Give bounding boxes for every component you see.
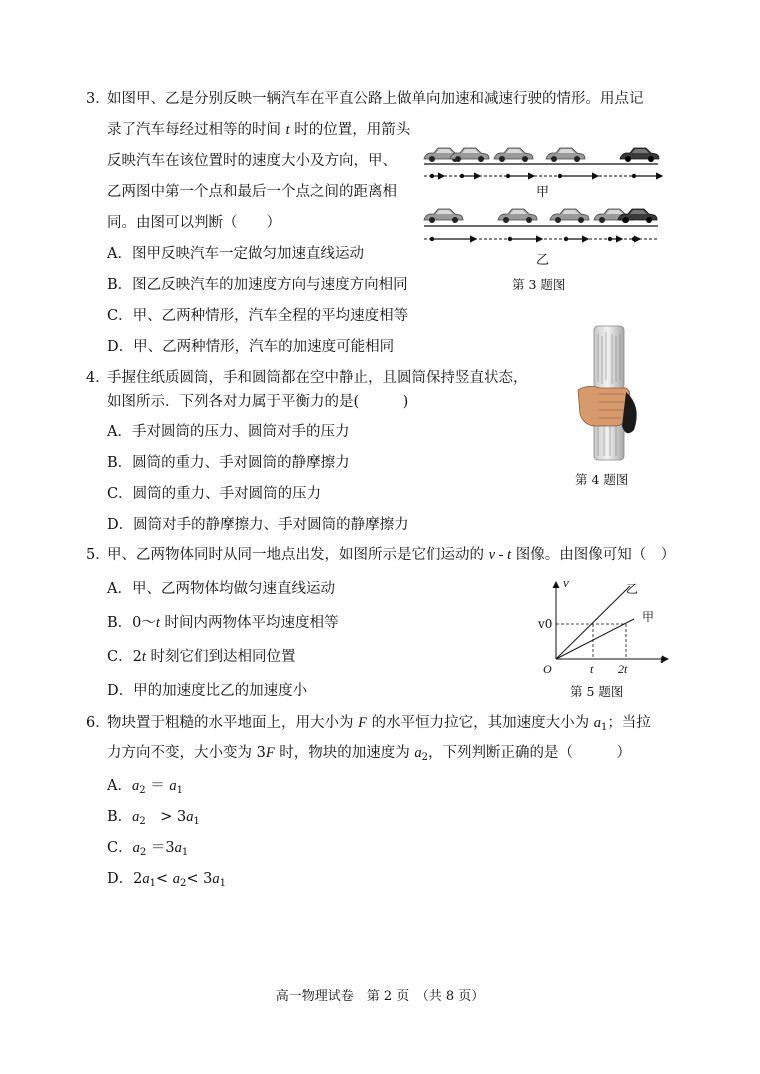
q5-graph-t-label: t <box>660 651 664 666</box>
q3-number: 3． <box>86 91 110 107</box>
q5-graph-jia-label: 甲 <box>642 610 655 624</box>
q3-option-c: C．甲、乙两种情形，汽车全程的平均速度相等 <box>107 308 409 324</box>
q5-graph-t1-label: t <box>590 662 594 676</box>
q6-option-d: D．$2a_1< a_2< 3a_1$ <box>107 871 226 889</box>
q4-option-b: B．圆筒的重力、手对圆筒的静摩擦力 <box>107 455 350 471</box>
q5-graph-t2-label: 2t <box>618 662 628 676</box>
q6-number: 6． <box>86 715 110 731</box>
q3-row-jia-cars <box>424 148 659 162</box>
q3-stem-line3: 反映汽车在该位置时的速度大小及方向，甲、 <box>107 153 397 169</box>
q4-stem-line1: 手握住纸质圆筒，手和圆筒都在空中静止，且圆筒保持竖直状态， <box>107 370 528 386</box>
q5-graph-yi-label: 乙 <box>626 582 639 596</box>
line-yi <box>556 586 630 659</box>
q4-figure <box>574 322 644 464</box>
q4-stem-line2: 如图所示．下列各对力属于平衡力的是( ) <box>107 394 409 410</box>
q3-caption: 第 3 题图 <box>512 277 566 292</box>
q6-stem-line1: 物块置于粗糙的水平地面上，用大小为 F 的水平恒力拉它，其加速度大小为 $a_1$；当拉 <box>107 715 651 733</box>
q5-graph-v0-label: v0 <box>538 617 553 631</box>
q5-option-d: D．甲的加速度比乙的加速度小 <box>107 683 308 699</box>
q3-option-a: A．图甲反映汽车一定做匀加速直线运动 <box>107 246 364 262</box>
q3-label-jia: 甲 <box>536 185 550 200</box>
q6-option-a: A．$a_2 = a_1$ <box>107 778 183 796</box>
hand <box>578 386 630 426</box>
q4-option-c: C．圆筒的重力、手对圆筒的压力 <box>107 486 322 502</box>
q5-option-b: B．0～t 时间内两物体平均速度相等 <box>107 615 339 631</box>
q3-stem-line2: 录了汽车每经过相等的时间 t 时的位置，用箭头 <box>107 122 411 138</box>
q3-label-yi: 乙 <box>536 253 550 268</box>
q5-caption: 第 5 题图 <box>570 684 624 699</box>
line-jia <box>556 619 634 659</box>
q3-stem-line4: 乙两图中第一个点和最后一个点之间的距离相 <box>107 184 397 200</box>
q3-stem-line5: 同。由图可以判断（ ） <box>107 215 281 231</box>
q3-stem-line1: 如图甲、乙是分别反映一辆汽车在平直公路上做单向加速和减速行驶的情形。用点记 <box>107 91 644 107</box>
q5-number: 5． <box>86 547 110 563</box>
q5-stem: 甲、乙两物体同时从同一地点出发，如图所示是它们运动的 v - t 图像。由图像可知（ ） <box>107 547 676 563</box>
q6-option-b: B．$a_2$ > $3a_1$ <box>107 809 200 827</box>
q5-vt-graph <box>538 576 678 676</box>
q4-number: 4． <box>86 370 110 386</box>
q4-caption: 第 4 题图 <box>575 472 629 487</box>
q5-option-a: A．甲、乙两物体均做匀速直线运动 <box>107 581 335 597</box>
q4-option-a: A．手对圆筒的压力、圆筒对手的压力 <box>107 424 350 440</box>
q3-row-yi-arrows <box>430 237 640 241</box>
q3-option-d: D．甲、乙两种情形，汽车的加速度可能相同 <box>107 339 395 355</box>
q3-option-b: B．图乙反映汽车的加速度方向与速度方向相同 <box>107 277 408 293</box>
q3-row-yi-cars <box>424 209 657 223</box>
q5-option-c: C．2t 时刻它们到达相同位置 <box>107 649 296 665</box>
q6-option-c: C．$a_2 =3a_1$ <box>107 840 189 858</box>
page-footer: 高一物理试卷 第 2 页 （共 8 页） <box>275 989 485 1004</box>
q6-stem-line2: 力方向不变，大小变为 3F 时，物块的加速度为 $a_2$，下列判断正确的是（ ） <box>107 745 632 763</box>
q5-graph-v-label: v <box>563 575 569 590</box>
q4-option-d: D．圆筒对手的静摩擦力、手对圆筒的静摩擦力 <box>107 517 409 533</box>
q5-graph-origin-label: O <box>543 662 552 676</box>
